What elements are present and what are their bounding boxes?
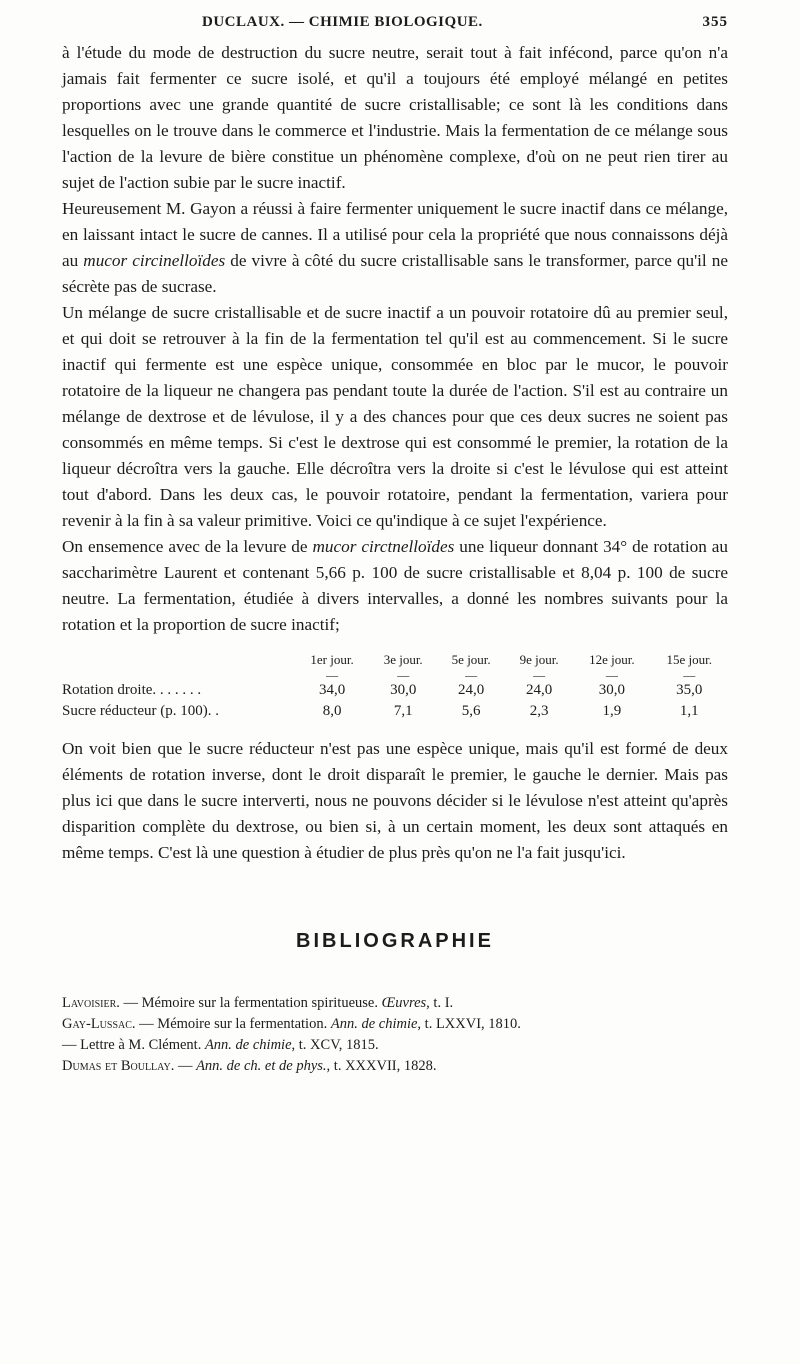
table-body — [62, 680, 728, 722]
table-row — [62, 701, 728, 722]
entry-source: Ann. de chimie — [204, 1037, 292, 1053]
table-cell: 8,0 — [322, 703, 342, 719]
table-header-row — [62, 652, 728, 670]
entry-reference: , t. LXXVI, 1810. — [417, 1016, 521, 1032]
text-run: à l'étude du mode de destruction du sucre neutre, serait tout à fait infécond, parce qu'on n'a jamais fait fermenter ce sucre isolé, et qu'il a toujours été employé mélangé en petites proportions avec une grande quantité de sucre cristallisable; ce sont là les conditions dans lesquelles on le trouve dans le commerce et l'industrie. Mais la fermentation de ce mélange sous l'action de la levure de bière constitue un phénomène complexe, d'où on ne peut rien tirer au sujet de l'action subie par le sucre inactif. — [62, 43, 728, 192]
entry-source: Œuvres — [381, 995, 427, 1011]
entry-source: Ann. de chimie — [330, 1016, 418, 1032]
bibliography-title: BIBLIOGRAPHIE — [296, 930, 494, 952]
text-run: On ensemence avec de la levure de — [62, 537, 313, 556]
entry-text: — Mémoire sur la fermentation spiritueuse. — [119, 995, 382, 1011]
column-header: 9e jour. — [519, 652, 559, 667]
text-run: une liqueur donnant 34° de rotation au saccharimètre Laurent et contenant 5,66 p. 100 de sucre cristallisable et 8,04 p. 100 de sucre neutre. La fermentation, étudiée à divers intervalles, a donné les nombres suivants pour la rotation et la proportion de sucre inactif; — [62, 537, 728, 634]
italic-term: mucor circinelloïdes — [83, 251, 226, 270]
table-cell: 35,0 — [676, 682, 703, 698]
column-header: 3e jour. — [383, 652, 423, 667]
column-header: 1er jour. — [310, 652, 354, 667]
column-header: 15e jour. — [666, 652, 713, 667]
entry-reference: , t. I. — [426, 995, 454, 1011]
table-cell: 34,0 — [318, 682, 346, 698]
table-cell: 24,0 — [526, 682, 553, 698]
entry-text: — — [174, 1058, 197, 1074]
table-cell: 7,1 — [393, 703, 413, 719]
entry-text: — Mémoire sur la fermentation. — [135, 1016, 331, 1032]
column-dash: — — [397, 668, 410, 682]
page — [62, 14, 728, 1077]
table-cell: 30,0 — [390, 682, 417, 698]
table-cell: 30,0 — [598, 682, 625, 698]
running-head — [202, 14, 728, 40]
column-header: 12e jour. — [589, 652, 635, 667]
table-cell: 1,1 — [679, 703, 699, 719]
column-dash: — — [683, 668, 696, 682]
row-label: Sucre réducteur (p. 100). . — [62, 703, 220, 719]
italic-term: mucor circtnelloïdes — [312, 537, 455, 556]
entry-author: Dumas et Boullay. — [62, 1058, 175, 1074]
entry-reference: , t. XCV, 1815. — [291, 1037, 379, 1053]
running-title: DUCLAUX. — CHIMIE BIOLOGIQUE. — [202, 14, 483, 30]
row-label: Rotation droite. . . . . . . — [62, 682, 202, 698]
table-cell: 5,6 — [461, 703, 481, 719]
column-dash: — — [605, 668, 618, 682]
text-run: Un mélange de sucre cristallisable et de sucre inactif a un pouvoir rotatoire dû au premier seul, et qui doit se retrouver à la fin de la fermentation tel qu'il est au commencement. Si le sucre inactif qui fermente est une espèce unique, consommée en bloc par le mucor, le pouvoir rotatoire de la liqueur ne changera pas pendant toute la durée de l'action. S'il est au contraire un mélange de dextrose et de lévulose, il y a des chances pour que ces deux sucres ne soient pas consommés en même temps. Si c'est le dextrose qui est consommé le premier, la rotation de la liqueur décroîtra vers la gauche. Elle décroîtra vers la droite si c'est le lévulose qui est atteint tout d'abord. Dans les deux cas, le pouvoir rotatoire, pendant la fermentation, variera pour revenir à la fin à sa valeur primitive. Voici ce qu'indique à ce sujet l'expérience. — [62, 303, 728, 530]
paragraph-4 — [62, 534, 728, 638]
table-cell: 2,3 — [529, 703, 549, 719]
table-dash-row — [62, 670, 728, 680]
column-header: 5e jour. — [451, 652, 491, 667]
table-row — [62, 680, 728, 701]
table-corner — [62, 652, 295, 670]
closing-paragraph: On voit bien que le sucre réducteur n'est pas une espèce unique, mais qu'il est formé de deux éléments de rotation inverse, dont le droit disparaît le premier, le gauche le dernier. Mais pas plus ici que dans le sucre interverti, nous ne pouvons décider si le lévulose n'est atteint qu'après disparition complète du dextrose, ou bien si, à un certain moment, les deux sont attaqués en même temps. C'est là une question à étudier de plus près qu'on ne l'a fait jusqu'ici. — [62, 739, 728, 862]
table-cell: 24,0 — [458, 682, 485, 698]
bibliography-entry — [62, 1056, 728, 1077]
table-cell: 1,9 — [602, 703, 622, 719]
text-run: Heureusement M. Gayon a réussi à faire fermenter uniquement le sucre inactif dans ce mélange, en laissant intact le sucre de cannes. Il a utilisé pour cela la propriété que nous connaissons déjà au — [62, 199, 728, 270]
page-number: 355 — [702, 14, 728, 30]
table-dash-corner — [62, 670, 295, 680]
entry-author: Lavoisier. — [62, 995, 120, 1011]
paragraph-1 — [62, 40, 728, 196]
entry-text: — Lettre à M. Clément. — [62, 1037, 205, 1053]
bibliography-entry — [62, 993, 728, 1014]
paragraph-2 — [62, 196, 728, 300]
results-table — [62, 652, 728, 722]
column-dash: — — [465, 668, 478, 682]
paragraph-3 — [62, 300, 728, 534]
body-text — [62, 40, 728, 638]
bibliography-entry — [62, 1014, 728, 1035]
entry-reference: , t. XXXVII, 1828. — [326, 1058, 437, 1074]
column-dash: — — [533, 668, 546, 682]
bibliography-entry — [62, 1035, 728, 1056]
bibliography-list — [62, 993, 728, 1077]
entry-author: Gay-Lussac. — [62, 1016, 136, 1032]
text-run: de vivre à côté du sucre cristallisable sans le transformer, parce qu'il ne sécrète pas de sucrase. — [62, 251, 728, 296]
column-dash: — — [326, 668, 339, 682]
entry-source: Ann. de ch. et de phys. — [196, 1058, 327, 1074]
